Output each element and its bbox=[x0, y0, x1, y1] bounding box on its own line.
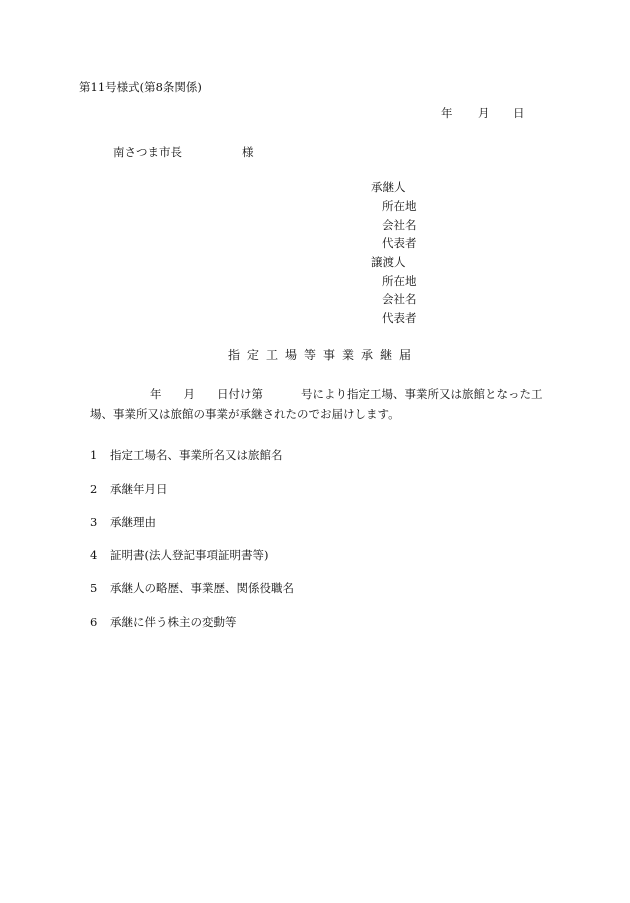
form-number: 第11号様式(第8条関係) bbox=[79, 80, 202, 94]
body-month: 月 bbox=[183, 387, 195, 401]
item-text: 指定工場名、事業所名又は旅館名 bbox=[110, 448, 283, 462]
item-number: 5 bbox=[90, 581, 98, 595]
date-month-label: 月 bbox=[478, 106, 490, 120]
successor-heading: 承継人 bbox=[371, 180, 406, 194]
document-title: 指定工場等事業承継届 bbox=[228, 348, 419, 362]
body-line-2: 場、事業所又は旅館の事業が承継されたのでお届けします。 bbox=[90, 407, 400, 421]
addressee-honorific: 様 bbox=[242, 145, 254, 159]
item-number: 2 bbox=[90, 482, 98, 496]
body-year: 年 bbox=[150, 387, 162, 401]
body-date-suffix: 日付け第 bbox=[217, 387, 263, 401]
transferor-address-label: 所在地 bbox=[382, 274, 417, 288]
successor-address-label: 所在地 bbox=[382, 199, 417, 213]
addressee-name: 南さつま市長 bbox=[113, 145, 182, 159]
item-number: 6 bbox=[90, 615, 98, 629]
successor-company-label: 会社名 bbox=[382, 218, 417, 232]
body-line1-rest: 号により指定工場、事業所又は旅館となった工 bbox=[301, 387, 543, 401]
body-line-1 bbox=[90, 384, 560, 404]
item-number: 3 bbox=[90, 515, 98, 529]
item-text: 承継人の略歴、事業歴、関係役職名 bbox=[110, 581, 294, 595]
item-number: 4 bbox=[90, 548, 98, 562]
item-text: 承継年月日 bbox=[110, 482, 168, 496]
date-year-label: 年 bbox=[441, 106, 453, 120]
item-number: 1 bbox=[90, 448, 98, 462]
item-text: 承継に伴う株主の変動等 bbox=[110, 615, 237, 629]
transferor-heading: 譲渡人 bbox=[371, 255, 406, 269]
item-text: 承継理由 bbox=[110, 515, 156, 529]
transferor-company-label: 会社名 bbox=[382, 292, 417, 306]
item-text: 証明書(法人登記事項証明書等) bbox=[110, 548, 269, 562]
date-day-label: 日 bbox=[513, 106, 525, 120]
body-paragraph bbox=[90, 384, 560, 424]
successor-representative-label: 代表者 bbox=[382, 236, 417, 250]
transferor-representative-label: 代表者 bbox=[382, 311, 417, 325]
